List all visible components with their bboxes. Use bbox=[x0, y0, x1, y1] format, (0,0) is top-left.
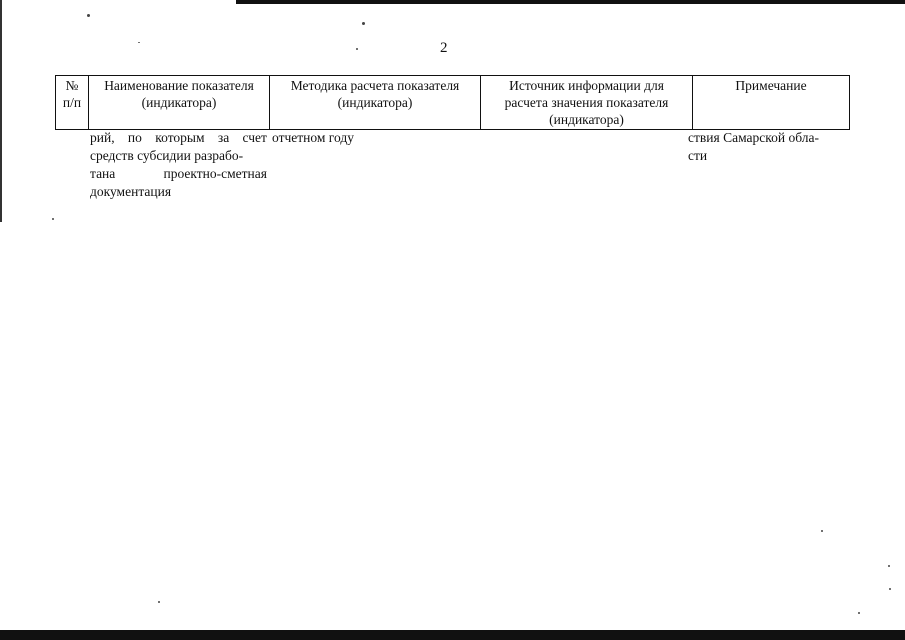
scan-speck bbox=[888, 565, 890, 567]
header-number: № п/п bbox=[56, 76, 89, 130]
name-line-1: рий, по которым за счет bbox=[90, 130, 267, 145]
page-number: 2 bbox=[440, 40, 448, 56]
scan-speck bbox=[356, 48, 358, 50]
scan-speck bbox=[858, 612, 860, 614]
scan-edge-top bbox=[236, 0, 905, 4]
cell-indicator-name bbox=[90, 129, 267, 201]
scan-speck bbox=[362, 22, 365, 25]
header-calculation-method: Методика расчета показателя (индикатора) bbox=[270, 76, 481, 130]
scan-speck bbox=[52, 218, 54, 220]
name-line-3: тана проектно-сметная bbox=[90, 166, 267, 181]
header-note: Примечание bbox=[693, 76, 850, 130]
header-row bbox=[56, 76, 850, 130]
scan-speck bbox=[158, 601, 160, 603]
scan-speck bbox=[87, 14, 90, 17]
header-information-source: Источник информации для расчета значения показателя (индикатора) bbox=[481, 76, 693, 130]
header-indicator-name: Наименование показателя (индикатора) bbox=[89, 76, 270, 130]
cell-note bbox=[688, 129, 848, 165]
note-line-2: сти bbox=[688, 148, 708, 163]
cell-calculation-method: отчетном году bbox=[272, 130, 354, 145]
note-line-1: ствия Самарской обла- bbox=[688, 130, 819, 145]
scan-speck bbox=[889, 588, 891, 590]
scan-edge-left bbox=[0, 0, 2, 222]
scan-edge-bottom bbox=[0, 630, 905, 640]
indicator-table-header bbox=[55, 75, 850, 130]
scan-speck bbox=[138, 42, 140, 43]
scan-speck bbox=[821, 530, 823, 532]
name-line-4: документация bbox=[90, 184, 172, 199]
name-line-2: средств субсидии разрабо- bbox=[90, 148, 244, 163]
